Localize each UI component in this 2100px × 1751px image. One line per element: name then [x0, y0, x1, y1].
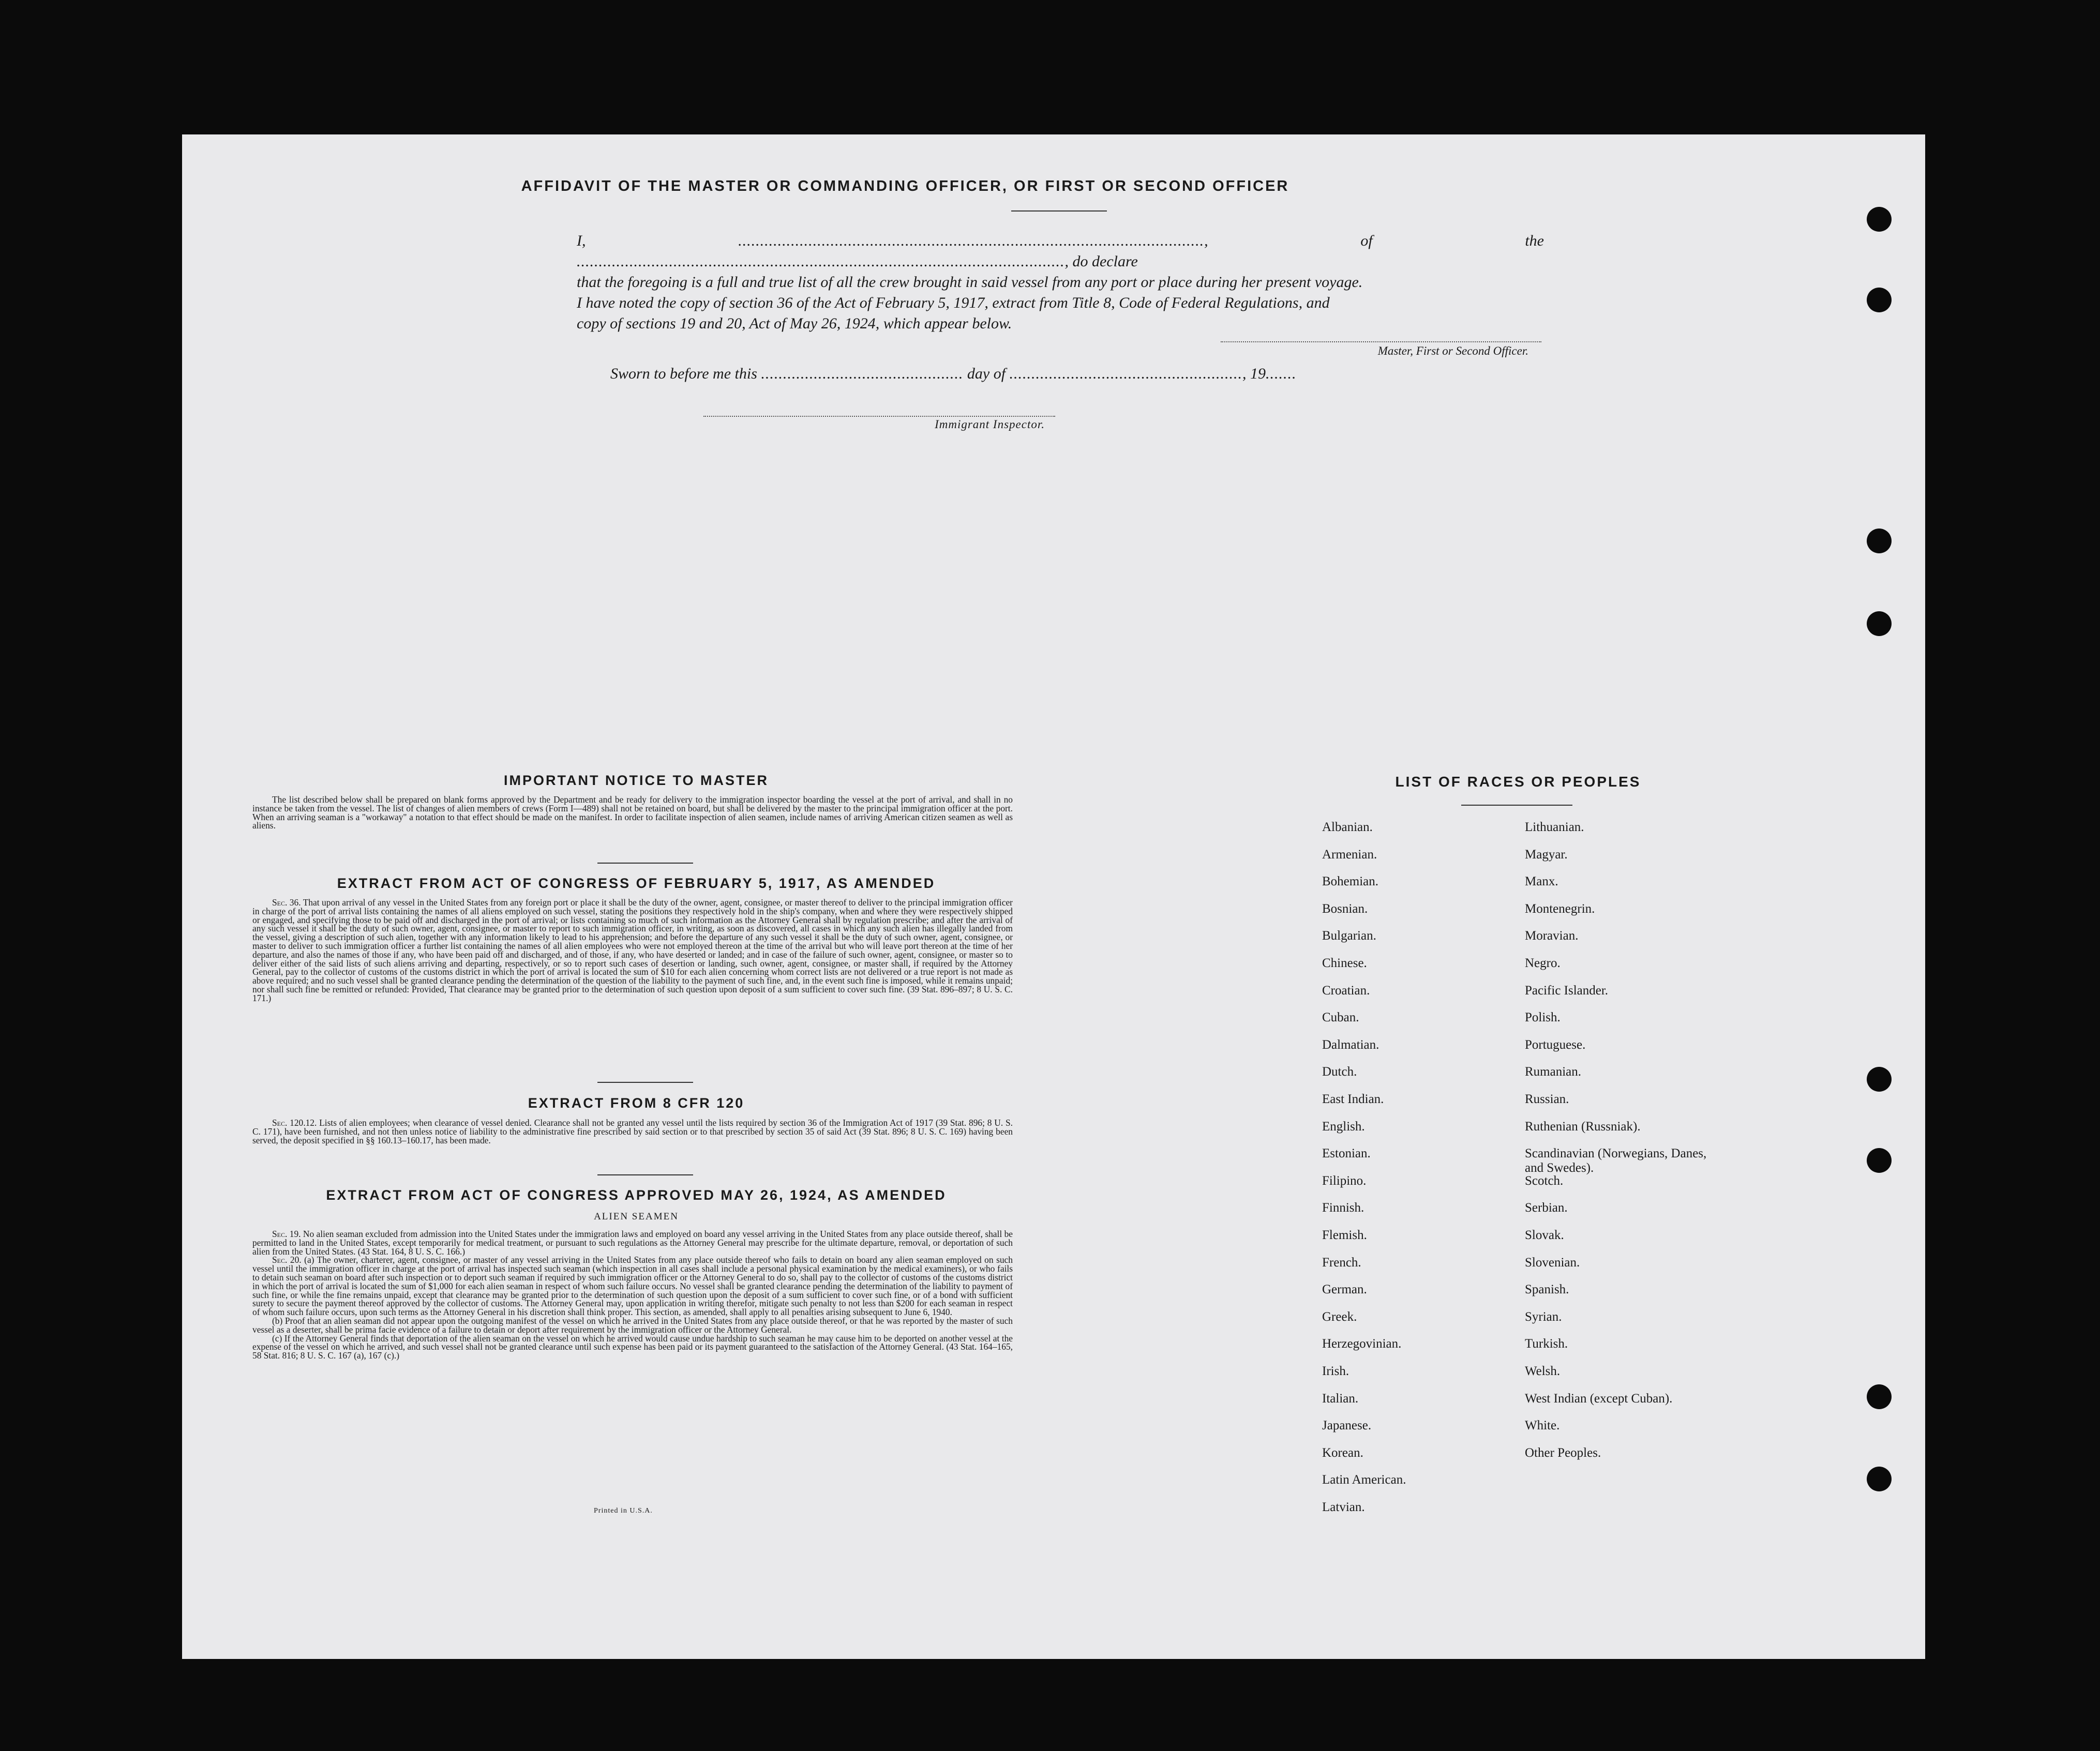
race-item: Filipino.	[1322, 1173, 1367, 1188]
of-the-text: , of the	[1204, 232, 1544, 249]
race-item: Serbian.	[1525, 1201, 1568, 1215]
sec-20c-text: (c) If the Attorney General finds that deportation of the alien seaman on the vessel on which he arrived would cause undue hardship to such seaman he may cause him to be deported on another vessel at the expense of the vessel on which he arrived, and such vessel shall not be granted clearance until such expense has been paid or its payment guaranteed to the satisfaction of the Attorney General. (43 Stat. 164–165, 58 Stat. 816; 8 U. S. C. 167 (a), 167 (c).)	[252, 1333, 1013, 1361]
printed-in-usa: Printed in U.S.A.	[594, 1507, 653, 1515]
blank-name-field[interactable]: ..........................................................................................................	[738, 232, 1205, 249]
punch-hole	[1867, 1148, 1892, 1173]
race-item: Cuban.	[1322, 1010, 1359, 1025]
divider	[1461, 805, 1572, 806]
race-item: Bulgarian.	[1322, 929, 1376, 943]
race-item: Turkish.	[1525, 1337, 1568, 1351]
blank-day-field[interactable]: ..............................................	[761, 365, 964, 382]
do-declare-text: , do declare	[1064, 253, 1138, 270]
race-item: Manx.	[1525, 874, 1558, 889]
race-item: Latvian.	[1322, 1500, 1365, 1514]
race-item: Chinese.	[1322, 956, 1367, 970]
sec-36-text: That upon arrival of any vessel in the United States from any foreign port or place it shall be the duty of the owner, agent, consignee, or master thereof to deliver to the principal immigration officer in charge of the port of arrival lists containing the names of all aliens employed on such vessel, stating the positions they respectively hold in the ship's company, when and where they were respectively shipped or engaged, and specifying those to be paid off and discharged in the port of arrival; or lists containing so much of such information as the Attorney General shall by regulation prescribe; and after the arrival of any such vessel it shall be the duty of such owner, agent, consignee, or master to report to such immigration officer, in writing, as soon as discovered, all cases in which any such alien has illegally landed from the vessel, giving a description of such alien, together with any information likely to lead to his apprehension; and before the departure of any such vessel it shall be the duty of such owner, agent, consignee, or master to deliver to such immigration officer a further list containing the names of all alien employees who were not employed thereon at the time of the arrival but who will leave port thereon at the time of her departure, and also the names of those if any, who have been paid off and discharged, and of those, if any, who have deserted or landed; and in case of the failure of such owner, agent, consignee, or master so to deliver either of the said lists of such aliens arriving and departing, respectively, or so to report such cases of desertion or landing, such owner, agent, consignee, or master shall, if required by the Attorney General, pay to the collector of customs of the customs district in which the port of arrival is located the sum of $10 for each alien concerning whom correct lists are not delivered or a true report is not made as above required; and no such vessel shall be granted clearance pending the determination of the question of the liability to the payment of such fine, and, in the event such fine is imposed, while it remains unpaid; nor shall such fine be remitted or refunded: Provided, That clearance may be granted prior to the determination of such question upon deposit of a sum sufficient to cover such fine. (39 Stat. 896–897; 8 U. S. C. 171.)	[252, 897, 1013, 1003]
race-item: Albanian.	[1322, 820, 1373, 834]
punch-hole	[1867, 1467, 1892, 1491]
divider	[597, 863, 693, 864]
inspector-signature-line[interactable]	[703, 416, 1055, 417]
extract-cfr-text	[252, 1119, 1013, 1144]
race-item: Negro.	[1525, 956, 1561, 970]
race-item: Ruthenian (Russniak).	[1525, 1119, 1641, 1134]
race-item: Estonian.	[1322, 1146, 1371, 1161]
punch-hole	[1867, 207, 1892, 232]
race-item: Syrian.	[1525, 1309, 1562, 1324]
sec-19-label: Sec. 19.	[272, 1229, 301, 1239]
race-item: Spanish.	[1525, 1282, 1569, 1297]
divider	[597, 1082, 693, 1083]
race-item: Scandinavian (Norwegians, Danes, and Swedes).	[1525, 1146, 1707, 1175]
declaration-line-3: I have noted the copy of section 36 of the Act of February 5, 1917, extract from Title 8, Code of Federal Regulations, and	[577, 294, 1330, 311]
sec-20-label: Sec. 20.	[272, 1255, 302, 1265]
extract-1924-title: EXTRACT FROM ACT OF CONGRESS APPROVED MAY 26, 1924, AS AMENDED	[326, 1187, 947, 1203]
sec-120-label: Sec. 120.12.	[272, 1118, 317, 1128]
affidavit-declaration	[577, 231, 1544, 334]
race-item: Greek.	[1322, 1309, 1357, 1324]
sec-19-text: No alien seaman excluded from admission into the United States under the immigration laws and employed on board any vessel arriving in the United States from any place outside thereof, shall be permitted to land in the United States, except temporarily for medical treatment, or pursuant to such regulations as the Attorney General may prescribe for the ultimate departure, removal, or deportation of such alien from the United States. (43 Stat. 164, 8 U. S. C. 166.)	[252, 1229, 1013, 1257]
declaration-line-4: copy of sections 19 and 20, Act of May 26, 1924, which appear below.	[577, 315, 1012, 332]
blank-month-field[interactable]: .....................................................	[1009, 365, 1243, 382]
extract-1917-text	[252, 898, 1013, 1003]
race-item: Lithuanian.	[1525, 820, 1584, 834]
punch-hole	[1867, 1384, 1892, 1409]
sworn-start: Sworn to before me this	[610, 365, 757, 382]
race-item: Japanese.	[1322, 1418, 1372, 1433]
race-item: Italian.	[1322, 1391, 1359, 1406]
race-item: German.	[1322, 1282, 1367, 1297]
blank-vessel-field[interactable]: ...............................................................................................................	[577, 253, 1065, 270]
race-item: Bosnian.	[1322, 901, 1368, 916]
alien-seamen-subtitle: ALIEN SEAMEN	[594, 1211, 679, 1222]
extract-cfr-title: EXTRACT FROM 8 CFR 120	[528, 1095, 745, 1111]
race-item: Pacific Islander.	[1525, 983, 1609, 998]
notice-title: IMPORTANT NOTICE TO MASTER	[504, 773, 769, 788]
race-item: Portuguese.	[1525, 1037, 1586, 1052]
race-item: Korean.	[1322, 1445, 1363, 1460]
race-item: Slovak.	[1525, 1228, 1564, 1242]
signature-caption: Master, First or Second Officer.	[1377, 344, 1528, 357]
race-item: Croatian.	[1322, 983, 1370, 998]
affidavit-title: AFFIDAVIT OF THE MASTER OR COMMANDING OFFICER, OR FIRST OR SECOND OFFICER	[521, 178, 1289, 194]
sec-120-text: Lists of alien employees; when clearance of vessel denied. Clearance shall not be granted any vessel until the lists required by section 36 of the Immigration Act of 1917 (39 Stat. 896; 8 U. S. C. 171), have been furnished, and not then unless notice of liability to the administrative fine prescribed by said section or to that prescribed by section 35 of said Act (39 Stat. 896; 8 U. S. C. 169) having been served, the deposit specified in §§ 160.13–160.17, has been made.	[252, 1118, 1013, 1145]
signature-line[interactable]	[1221, 341, 1541, 342]
declare-start: I,	[577, 232, 586, 249]
race-item: Armenian.	[1322, 847, 1377, 862]
sworn-day-text: day of	[967, 365, 1006, 382]
race-item: White.	[1525, 1418, 1560, 1433]
race-item: English.	[1322, 1119, 1365, 1134]
divider	[1011, 210, 1107, 212]
blank-year-field[interactable]: .......	[1266, 365, 1297, 382]
race-item: Dutch.	[1322, 1065, 1357, 1079]
race-item: Scotch.	[1525, 1173, 1564, 1188]
sec-20a-text: (a) The owner, charterer, agent, consignee, or master of any vessel arriving in the United States from any place outside thereof who fails to detain on board any alien seaman employed on such vessel until the immigration officer in charge at the port of arrival has inspected such seaman (which inspection in all cases shall include a personal physical examination by the medical examiners), or who fails to detain such seaman on board after such inspection or to deport such seaman if required by such immigration officer or the Attorney General to do so, shall pay to the collector of customs of the customs district in which the port of arrival is located the sum of $1,000 for each alien seaman in respect of whom such failure occurs. No vessel shall be granted clearance pending the determination of the liability to payment of such fine, or while the fine remains unpaid, except that clearance may be granted prior to the determination of such question upon the deposit of a sum sufficient to cover such fine, or of a bond with sufficient surety to secure the payment thereof approved by the collector of customs. The Attorney General may, upon application in writing therefor, mitigate such penalty to not less than $200 for each seaman in respect of whom such failure occurs, upon such terms as the Attorney General in his discretion shall think proper. This section, as amended, shall apply to all penalties arising subsequent to June 6, 1940.	[252, 1255, 1013, 1318]
punch-hole	[1867, 529, 1892, 553]
race-item: Other Peoples.	[1525, 1445, 1601, 1460]
race-item: Montenegrin.	[1525, 901, 1595, 916]
divider	[597, 1174, 693, 1175]
sec-20b-text: (b) Proof that an alien seaman did not appear upon the outgoing manifest of the vessel on which he arrived in the United States from any place outside thereof, or that he was reported by the master of such vessel as a deserter, shall be prima facie evidence of a failure to detain or deport after requirement by the immigration officer or the Attorney General.	[252, 1315, 1013, 1335]
race-item: Finnish.	[1322, 1201, 1364, 1215]
race-item: Magyar.	[1525, 847, 1568, 862]
race-item: Latin American.	[1322, 1473, 1406, 1487]
punch-hole	[1867, 288, 1892, 312]
punch-hole	[1867, 611, 1892, 636]
declaration-line-1	[577, 231, 1544, 272]
punch-hole	[1867, 1067, 1892, 1092]
race-item: East Indian.	[1322, 1092, 1384, 1106]
sec-36-label: Sec. 36.	[272, 897, 301, 908]
race-item: Russian.	[1525, 1092, 1569, 1106]
race-item: French.	[1322, 1255, 1361, 1270]
race-item: Slovenian.	[1525, 1255, 1580, 1270]
race-item: Rumanian.	[1525, 1065, 1582, 1079]
race-item: Dalmatian.	[1322, 1037, 1379, 1052]
extract-1917-title: EXTRACT FROM ACT OF CONGRESS OF FEBRUARY 5, 1917, AS AMENDED	[337, 876, 936, 891]
notice-text: The list described below shall be prepared on blank forms approved by the Department and be ready for delivery to the immigration inspector boarding the vessel at the port of arrival, and shall in no instance be taken from the vessel. The list of changes of alien members of crews (Form I—489) shall not be retained on board, but shall be delivered by the master to the principal immigration officer at the port. When an arriving seaman is a "workaway" a notation to that effect should be made on the manifest. In order to facilitate inspection of alien seamen, include names of arriving American citizen seamen as well as aliens.	[252, 794, 1013, 831]
sworn-statement	[610, 365, 1334, 383]
race-item: Flemish.	[1322, 1228, 1367, 1242]
race-item: Moravian.	[1525, 929, 1579, 943]
race-item: Welsh.	[1525, 1364, 1561, 1378]
race-item: Bohemian.	[1322, 874, 1379, 889]
race-item: Irish.	[1322, 1364, 1349, 1378]
races-title: LIST OF RACES OR PEOPLES	[1395, 774, 1641, 790]
inspector-caption: Immigrant Inspector.	[935, 418, 1045, 431]
declaration-line-2: that the foregoing is a full and true list of all the crew brought in said vessel from any port or place during her present voyage.	[577, 274, 1363, 291]
race-item: West Indian (except Cuban).	[1525, 1391, 1673, 1406]
race-item: Herzegovinian.	[1322, 1337, 1402, 1351]
sworn-year-text: , 19	[1242, 365, 1266, 382]
race-item: Polish.	[1525, 1010, 1561, 1025]
extract-1924-text	[252, 1230, 1013, 1360]
